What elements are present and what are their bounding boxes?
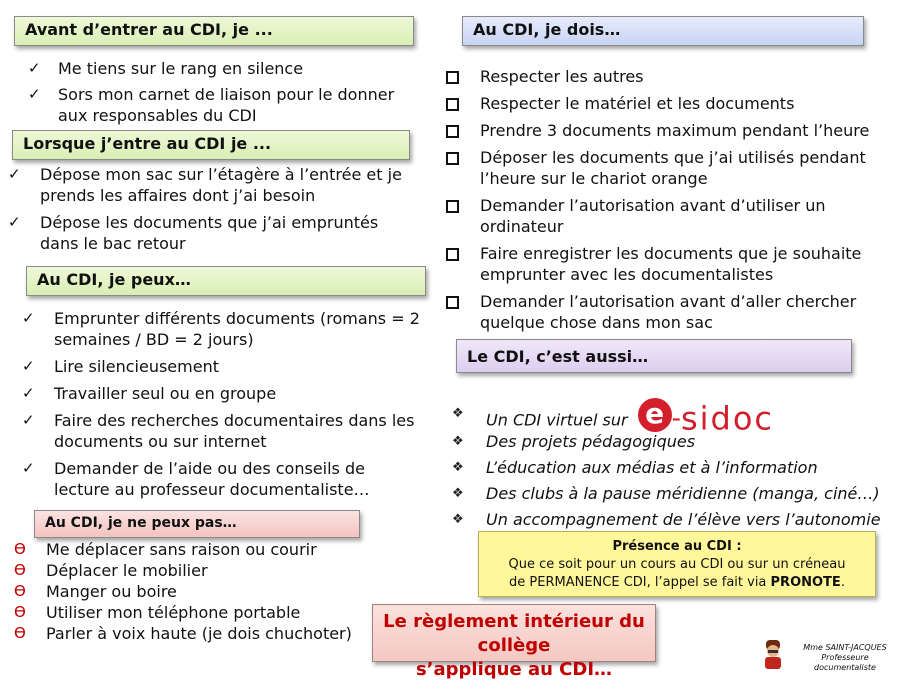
presence-title: Présence au CDI : [612,539,742,554]
list-ne-peux-pas [14,540,374,644]
list-aussi [452,397,882,530]
checkbox-icon [446,71,459,84]
rule-line-2: s’applique au CDI… [415,659,613,680]
checkmark-icon: ✓ [22,384,35,402]
list-item: ϴ Me déplacer sans raison ou courir [14,540,317,559]
diamond-bullet-icon: ❖ [452,434,464,449]
diamond-bullet-icon: ❖ [452,460,464,475]
checkmark-icon: ✓ [28,59,41,77]
checkbox-icon [446,248,459,261]
signature-role: Professeure documentaliste [814,653,876,672]
prohibited-icon: ϴ [14,603,26,621]
prohibited-icon: ϴ [14,582,26,600]
list-item: Respecter les autres [446,66,876,87]
checkbox-icon [446,200,459,213]
list-item: Déposer les documents que j’ai utilisés pendant l’heure sur le chariot orange [446,147,876,189]
section-header-dois: Au CDI, je dois… [462,16,864,46]
checkbox-icon [446,125,459,138]
presence-line-1: Que ce soit pour un cours au CDI ou sur un créneau [508,557,846,572]
rule-box [372,604,656,680]
rule-line-1: Le règlement intérieur du collège [383,611,645,656]
list-item: ✓ Dépose mon sac sur l’étagère à l’entrée et je prends les affaires dont j’ai besoin [8,165,402,205]
avatar-icon [762,640,784,670]
list-item: ✓ Faire des recherches documentaires dans les documents ou sur internet [22,411,415,451]
section-header-avant: Avant d’entrer au CDI, je ... [14,16,414,46]
list-item: ✓ Me tiens sur le rang en silence [28,59,304,78]
list-item: Demander l’autorisation avant d’utiliser un ordinateur [446,195,876,237]
list-item: ✓ Emprunter différents documents (romans = 2 semaines / BD = 2 jours) [22,309,420,349]
signature [790,643,900,673]
list-item: ϴ Parler à voix haute (je dois chuchoter) [14,624,352,643]
list-avant [28,58,418,126]
presence-line-2: de PERMANENCE CDI, l’appel se fait via PRONOTE. [509,575,845,590]
signature-name: Mme SAINT-JACQUES [803,643,887,652]
section-header-peux: Au CDI, je peux… [26,266,426,296]
checkmark-icon: ✓ [8,165,21,183]
list-item: ✓ Sors mon carnet de liaison pour le donner aux responsables du CDI [28,85,395,125]
list-item: ϴ Manger ou boire [14,582,177,601]
list-item: ❖ Un accompagnement de l’élève vers l’autonomie [452,510,881,529]
checkmark-icon: ✓ [8,213,21,231]
list-dois [446,66,876,333]
list-item: Respecter le matériel et les documents [446,93,876,114]
checkmark-icon: ✓ [22,309,35,327]
section-header-ne-peux-pas: Au CDI, je ne peux pas… [34,510,360,538]
list-item: ❖ Des projets pédagogiques [452,432,696,451]
section-header-lorsque: Lorsque j’entre au CDI je ... [12,130,410,160]
list-item: Faire enregistrer les documents que je souhaite emprunter avec les documentalistes [446,243,876,285]
list-item: ϴ Déplacer le mobilier [14,561,208,580]
list-item: ❖ L’éducation aux médias et à l’information [452,458,818,477]
prohibited-icon: ϴ [14,540,26,558]
diamond-bullet-icon: ❖ [452,486,464,501]
prohibited-icon: ϴ [14,561,26,579]
checkmark-icon: ✓ [28,85,41,103]
list-item: ✓ Demander de l’aide ou des conseils de lecture au professeur documentaliste… [22,459,370,499]
list-item: Prendre 3 documents maximum pendant l’heure [446,120,876,141]
checkbox-icon [446,152,459,165]
list-item: ✓ Travailler seul ou en groupe [22,384,277,403]
checkmark-icon: ✓ [22,357,35,375]
list-item: Demander l’autorisation avant d’aller chercher quelque chose dans mon sac [446,291,876,333]
list-lorsque [8,164,418,254]
diamond-bullet-icon: ❖ [452,512,464,527]
checkbox-icon [446,98,459,111]
esidoc-logo[interactable]: e -sidoc [638,398,774,432]
list-item: ❖ Des clubs à la pause méridienne (manga, ciné…) [452,484,880,503]
presence-box [478,531,876,597]
list-peux [22,308,422,500]
checkmark-icon: ✓ [22,411,35,429]
section-header-aussi: Le CDI, c’est aussi… [456,339,852,373]
list-item: ✓ Dépose les documents que j’ai empruntés dans le bac retour [8,213,379,253]
list-item: ϴ Utiliser mon téléphone portable [14,603,301,622]
checkmark-icon: ✓ [22,459,35,477]
diamond-bullet-icon: ❖ [452,406,464,421]
checkbox-icon [446,296,459,309]
list-item: ❖ Un CDI virtuel sur e -sidoc [452,397,775,438]
list-item: ✓ Lire silencieusement [22,357,219,376]
prohibited-icon: ϴ [14,624,26,642]
